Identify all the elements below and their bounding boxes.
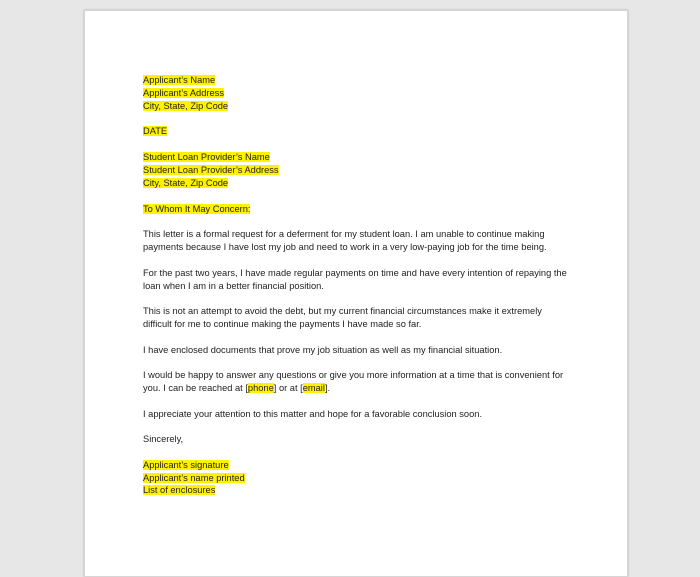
provider-name: Student Loan Provider’s Name [143, 152, 270, 163]
closing-text: Sincerely, [143, 434, 184, 445]
paragraph-5 [143, 369, 583, 395]
paragraph-5-line-1: I would be happy to answer any questions or give you more information at a time that is convenient for [143, 370, 564, 381]
paragraph-5-line-2 [143, 382, 583, 395]
letter-date: DATE [143, 126, 168, 137]
applicant-block [143, 74, 583, 112]
letter-body[interactable] [143, 74, 583, 497]
applicant-name-printed: Applicant’s name printed [143, 472, 245, 483]
paragraph-1 [143, 228, 583, 254]
paragraph-3-line-2: difficult for me to continue making the payments I have made so far. [143, 318, 422, 329]
paragraph-6 [143, 408, 583, 421]
provider-address: Student Loan Provider’s Address [143, 164, 279, 175]
paragraph-6-line-1: I appreciate your attention to this matter and hope for a favorable conclusion soon. [143, 408, 483, 419]
salutation: To Whom It May Concern: [143, 203, 251, 214]
provider-city: City, State, Zip Code [143, 177, 229, 188]
paragraph-2-line-1: For the past two years, I have made regular payments on time and have every intention of repaying the [143, 267, 567, 278]
salutation-block [143, 203, 583, 216]
applicant-signature: Applicant’s signature [143, 459, 229, 470]
paragraph-2 [143, 267, 583, 293]
paragraph-1-line-1: This letter is a formal request for a deferment for my student loan. I am unable to continue making [143, 229, 545, 240]
date-block [143, 125, 583, 138]
paragraph-3-line-1: This is not an attempt to avoid the debt, but my current financial circumstances make it extremely [143, 306, 542, 317]
signature-block [143, 459, 583, 497]
paragraph-4-line-1: I have enclosed documents that prove my job situation as well as my financial situation. [143, 344, 503, 355]
email-placeholder: email [302, 382, 325, 393]
paragraph-4 [143, 344, 583, 357]
paragraph-1-line-2: payments because I have lost my job and need to work in a very low-paying job for the time being. [143, 242, 547, 253]
applicant-city: City, State, Zip Code [143, 100, 229, 111]
paragraph-3 [143, 305, 583, 331]
contact-text-end: ]. [324, 382, 331, 393]
list-of-enclosures: List of enclosures [143, 485, 216, 496]
provider-block [143, 151, 583, 189]
document-page [84, 10, 628, 577]
phone-placeholder: phone [247, 382, 274, 393]
paragraph-2-line-2: loan when I am in a better financial position. [143, 280, 324, 291]
contact-text-start: you. I can be reached at [ [143, 382, 248, 393]
closing [143, 433, 583, 446]
applicant-name: Applicant’s Name [143, 75, 216, 85]
applicant-address: Applicant’s Address [143, 87, 224, 98]
contact-text-middle: ] or at [ [273, 382, 303, 393]
